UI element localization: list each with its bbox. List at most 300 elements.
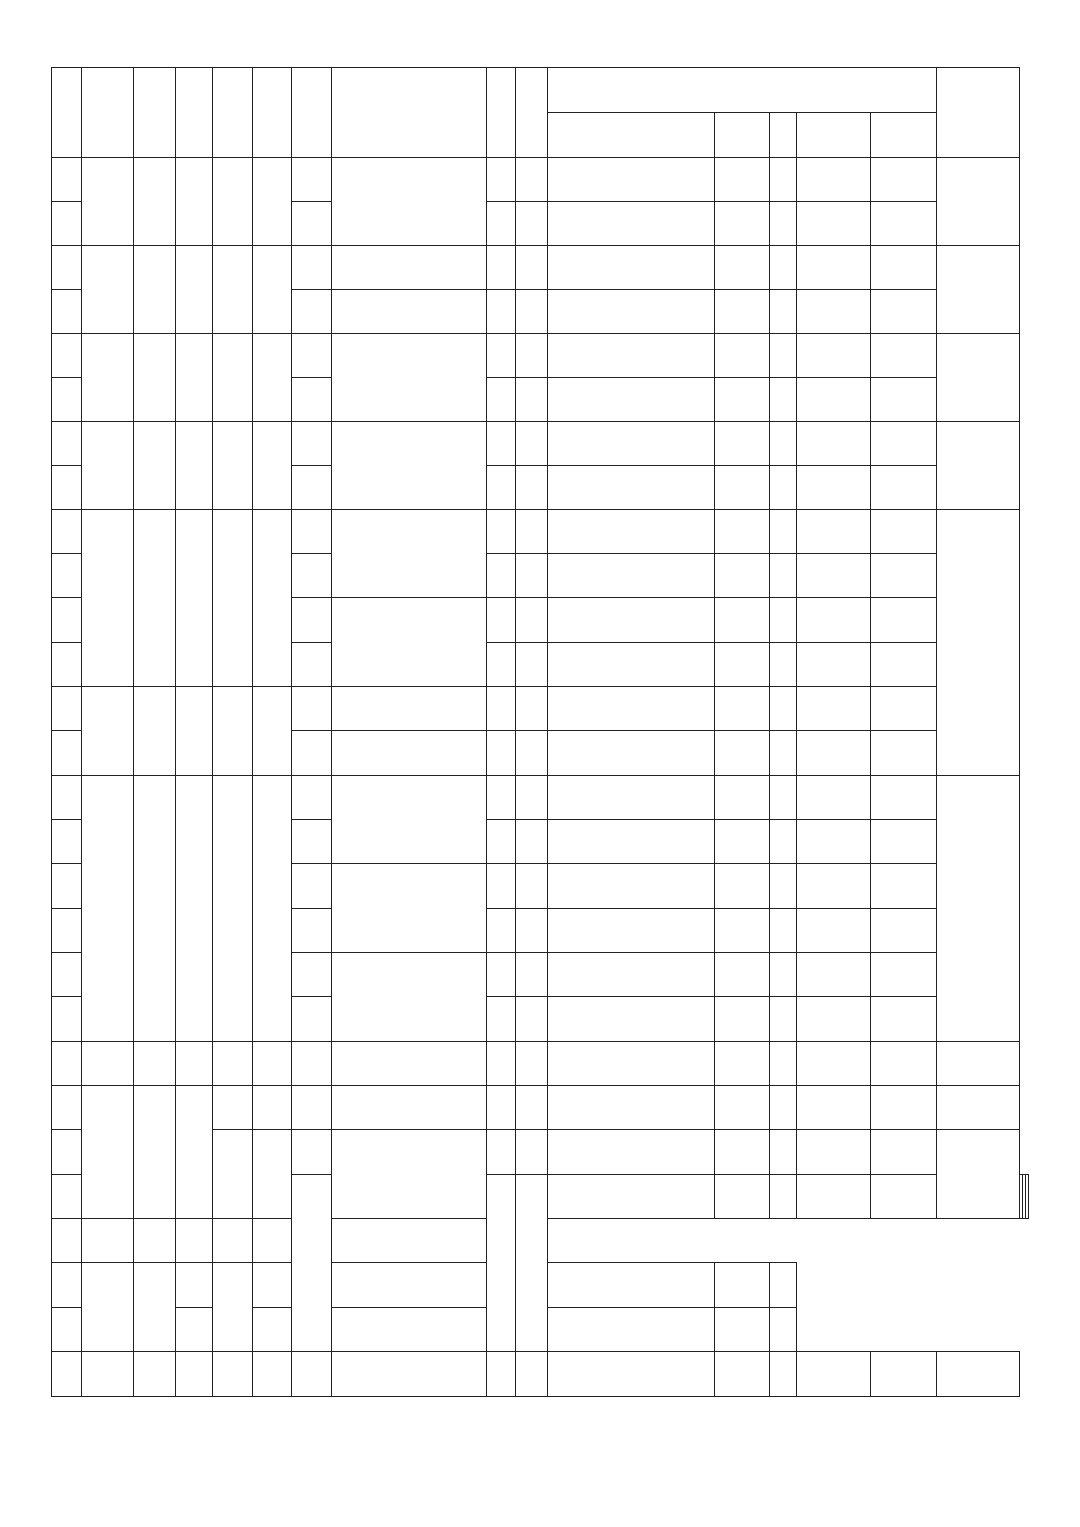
row-major [548,953,715,997]
row-other [871,1352,937,1397]
table-row [52,510,1029,554]
row-plan [487,687,516,731]
row-plan [487,378,516,422]
row-source [797,202,871,246]
row-unit [134,334,176,422]
row-other [871,909,937,953]
header-remark [937,68,1020,158]
row-dept [82,687,134,776]
table-row [52,246,1029,290]
row-gender [770,820,797,864]
row-plan [487,334,516,378]
header-post-name [213,68,253,158]
row-major [548,1263,715,1308]
row-post-code [292,909,332,953]
header-qual [548,68,937,113]
row-seq [52,1352,82,1397]
row-major [213,1219,253,1263]
row-post-code [176,1308,213,1352]
row-seq [52,598,82,643]
row-plan [487,820,516,864]
row-source [797,158,871,202]
row-desc [332,510,487,598]
row-other [871,422,937,466]
row-passed [516,202,548,246]
row-remark [937,1086,1020,1130]
row-level [176,1086,213,1219]
row-gender [770,1263,797,1308]
row-gender [770,1086,797,1130]
row-major [548,1130,715,1175]
row-seq [52,422,82,466]
row-post-type [253,246,292,334]
row-source [797,1042,871,1086]
row-passed [176,1219,213,1263]
row-post-name [213,776,253,1042]
row-other [871,378,937,422]
row-passed [516,953,548,997]
row-degree [715,864,770,909]
row-major [548,776,715,820]
row-major [548,510,715,554]
row-post-code [292,1130,332,1175]
row-source [797,466,871,510]
row-unit [134,510,176,687]
row-source [797,953,871,997]
row-post-name [213,1086,253,1130]
row-post-code [292,554,332,598]
row-passed [516,643,548,687]
row-other [871,1130,937,1175]
row-post-code [548,1175,715,1219]
row-post-code [82,1219,134,1263]
row-seq [52,554,82,598]
row-desc [332,1086,487,1130]
row-plan [487,953,516,997]
row-gender [770,290,797,334]
row-unit [134,1086,176,1219]
row-other [871,1086,937,1130]
row-source [797,997,871,1042]
header-source [797,113,871,158]
row-passed [516,731,548,776]
row-gender [770,1042,797,1086]
row-level [176,158,213,246]
row-source [797,290,871,334]
row-gender [770,202,797,246]
row-major [548,378,715,422]
row-post-code [292,687,332,731]
row-plan [487,1086,516,1130]
row-unit [134,246,176,334]
row-seq [52,909,82,953]
row-gender [770,1308,797,1352]
row-other [871,334,937,378]
row-source [797,378,871,422]
row-passed [516,687,548,731]
row-post-code [292,334,332,378]
row-gender [770,643,797,687]
row-plan [487,290,516,334]
row-plan [487,997,516,1042]
row-degree [715,158,770,202]
row-seq [52,776,82,820]
row-gender [770,953,797,997]
row-plan [487,864,516,909]
row-desc [332,1042,487,1086]
row-seq [52,334,82,378]
row-degree [715,1130,770,1175]
table-row [52,158,1029,202]
row-gender [332,1219,487,1263]
row-source [797,687,871,731]
row-post-type [253,510,292,687]
row-seq [52,1308,82,1352]
row-gender [770,997,797,1042]
row-degree [715,290,770,334]
row-post-name [213,1130,253,1219]
row-major [548,643,715,687]
row-plan [487,554,516,598]
row-major [548,158,715,202]
row-source [797,246,871,290]
row-degree [715,466,770,510]
row-desc [332,1352,487,1397]
header-major [548,113,715,158]
row-degree [715,731,770,776]
row-post-type [253,1042,292,1086]
row-post-code [292,466,332,510]
row-major [548,1086,715,1130]
row-unit [134,422,176,510]
row-other [871,554,937,598]
row-passed [516,820,548,864]
row-plan [487,510,516,554]
table-row [52,1352,1029,1397]
row-level [176,246,213,334]
row-passed [516,776,548,820]
header-plan [487,68,516,158]
row-post-type [253,776,292,1042]
row-seq [52,246,82,290]
row-desc [332,334,487,422]
row-other [871,953,937,997]
row-major [548,731,715,776]
row-source [797,554,871,598]
row-post-code [292,731,332,776]
row-major [548,909,715,953]
row-source [797,776,871,820]
row-seq [52,731,82,776]
row-post-type [253,422,292,510]
row-plan [487,158,516,202]
row-source [797,909,871,953]
row-gender [770,687,797,731]
table-row [52,334,1029,378]
row-passed [516,1086,548,1130]
row-other [871,997,937,1042]
row-dept [292,1175,332,1352]
row-remark [937,1042,1020,1086]
row-major [548,246,715,290]
row-plan [134,1219,176,1263]
row-gender [770,909,797,953]
row-gender [770,334,797,378]
table-row [52,776,1029,820]
row-dept [82,422,134,510]
row-unit [134,776,176,1042]
row-unit [134,1042,176,1086]
row-post-code [292,510,332,554]
header-unit [134,68,176,158]
row-other [871,290,937,334]
row-seq [52,466,82,510]
row-source [797,598,871,643]
row-dept [82,1086,134,1219]
row-degree [715,997,770,1042]
row-major [548,422,715,466]
row-other [871,246,937,290]
row-other [871,776,937,820]
row-source [797,334,871,378]
row-plan [487,1130,516,1175]
row-level [176,1042,213,1086]
row-post-name [82,1263,134,1352]
header-dept [82,68,134,158]
row-passed [516,1352,548,1397]
row-degree [715,422,770,466]
row-major [548,687,715,731]
row-degree [715,820,770,864]
row-post-code [292,643,332,687]
row-unit [134,1352,176,1397]
row-source [797,510,871,554]
row-passed [516,422,548,466]
row-degree [715,1086,770,1130]
row-post-code [292,158,332,202]
row-post-code [292,1042,332,1086]
row-level [176,334,213,422]
row-remark [937,1352,1020,1397]
row-other [871,466,937,510]
row-remark [937,334,1020,422]
row-level [176,1352,213,1397]
row-post-type [253,687,292,776]
header-degree [715,113,770,158]
header-passed [516,68,548,158]
row-degree [715,909,770,953]
header-gender [770,113,797,158]
header-desc [332,68,487,158]
row-plan [487,202,516,246]
row-passed [516,334,548,378]
row-degree [871,1175,937,1219]
row-post-code [292,953,332,997]
row-degree [715,1042,770,1086]
row-remark [937,246,1020,334]
row-post-name [213,1352,253,1397]
row-plan [715,1175,770,1219]
row-major [548,290,715,334]
row-desc [332,158,487,246]
row-dept [82,510,134,687]
row-gender [770,1352,797,1397]
row-other [871,731,937,776]
row-gender [770,158,797,202]
row-gender [770,731,797,776]
row-plan [487,776,516,820]
row-post-code [292,1086,332,1130]
row-plan [487,466,516,510]
header-seq [52,68,82,158]
row-degree [715,334,770,378]
row-passed [516,598,548,643]
row-degree [715,953,770,997]
row-desc [332,246,487,290]
row-source [797,1352,871,1397]
row-passed [516,466,548,510]
row-other [871,202,937,246]
row-degree [715,776,770,820]
row-post-name [213,422,253,510]
row-plan [487,1042,516,1086]
row-passed [770,1175,797,1219]
table-row [52,1086,1029,1130]
row-gender [770,1130,797,1175]
row-post-type [253,334,292,422]
row-plan [487,598,516,643]
row-major [548,820,715,864]
row-seq [52,510,82,554]
row-remark [937,422,1020,510]
row-seq [52,378,82,422]
row-post-code [292,598,332,643]
row-seq [52,687,82,731]
row-seq [52,864,82,909]
row-passed [516,1130,548,1175]
table-row [52,1042,1029,1086]
row-major [548,1042,715,1086]
header-post-code [292,68,332,158]
row-level [176,776,213,1042]
row-post-code [292,378,332,422]
row-degree [715,1263,770,1308]
table-row [52,687,1029,731]
row-other [871,598,937,643]
table-body [52,158,1029,1397]
row-degree [715,378,770,422]
row-level [516,1175,548,1352]
row-desc [332,290,487,334]
row-major [548,554,715,598]
row-passed [516,290,548,334]
row-other [1026,1175,1029,1219]
row-post-type [253,1352,292,1397]
row-other [871,687,937,731]
row-plan [487,909,516,953]
row-source [797,643,871,687]
row-source [797,422,871,466]
row-passed [332,1263,487,1308]
row-post-name [213,158,253,246]
row-post-code [292,290,332,334]
row-passed [516,864,548,909]
row-degree [715,1352,770,1397]
header-level [176,68,213,158]
row-post-name [213,334,253,422]
row-plan [487,1352,516,1397]
row-dept [82,1042,134,1086]
row-post-type [253,1130,292,1219]
row-gender [770,510,797,554]
row-seq [52,820,82,864]
row-seq [52,1175,82,1219]
row-gender [770,598,797,643]
row-post-code [292,820,332,864]
row-degree [715,1308,770,1352]
row-dept [82,1352,134,1397]
row-degree [715,643,770,687]
row-degree [715,246,770,290]
row-seq [52,290,82,334]
row-major [548,466,715,510]
row-gender [770,554,797,598]
row-post-code [292,422,332,466]
row-desc [332,422,487,510]
row-gender [770,864,797,909]
row-seq [52,1263,82,1308]
row-source [797,1130,871,1175]
row-post-name [213,246,253,334]
header-post-type [253,68,292,158]
row-desc [213,1263,253,1352]
row-post-type [134,1263,176,1352]
row-dept [82,246,134,334]
row-seq [52,1042,82,1086]
row-plan [487,643,516,687]
header-other [871,113,937,158]
row-dept [82,334,134,422]
row-desc [332,776,487,864]
row-seq [52,1130,82,1175]
row-major [548,202,715,246]
row-gender [770,776,797,820]
row-seq [52,1086,82,1130]
row-post-code [176,1263,213,1308]
row-gender [770,378,797,422]
row-other [871,1042,937,1086]
row-other [871,158,937,202]
row-gender [770,422,797,466]
row-desc [332,598,487,687]
row-major [548,864,715,909]
row-passed [516,378,548,422]
row-source [797,731,871,776]
recruitment-table [51,67,1029,1397]
row-desc [332,1130,487,1219]
row-source [797,820,871,864]
row-seq [52,953,82,997]
row-remark [937,158,1020,246]
row-passed [516,510,548,554]
row-gender [770,466,797,510]
row-degree [715,598,770,643]
row-desc [332,953,487,1042]
row-degree [253,1219,292,1263]
row-seq [52,158,82,202]
row-plan [253,1263,292,1308]
row-other [871,864,937,909]
